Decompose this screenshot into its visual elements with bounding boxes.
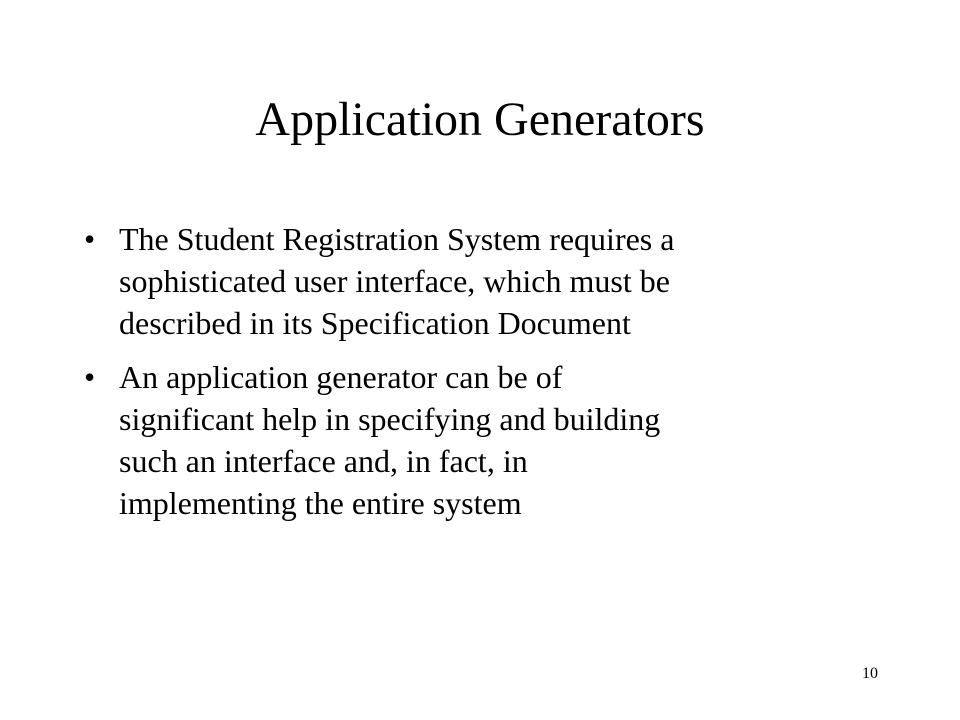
- bullet-item-1: [84, 218, 884, 344]
- bullet-item-2: [84, 356, 884, 524]
- bullet-list: [84, 218, 884, 536]
- bullet-1-line-1: The Student Registration System requires a: [119, 221, 675, 257]
- bullet-1-line-2: sophisticated user interface, which must be: [119, 263, 670, 299]
- bullet-2-line-1: An application generator can be of: [119, 359, 563, 395]
- bullet-1-line-3: described in its Specification Document: [119, 305, 631, 341]
- bullet-2-line-4: implementing the entire system: [119, 485, 522, 521]
- slide-title: Application Generators: [255, 93, 705, 146]
- bullet-marker-icon: •: [84, 359, 96, 395]
- bullet-2-line-2: significant help in specifying and building: [119, 401, 661, 437]
- bullet-marker-icon: •: [84, 221, 96, 257]
- bullet-2-line-3: such an interface and, in fact, in: [119, 443, 528, 479]
- page-number: 10: [862, 665, 878, 682]
